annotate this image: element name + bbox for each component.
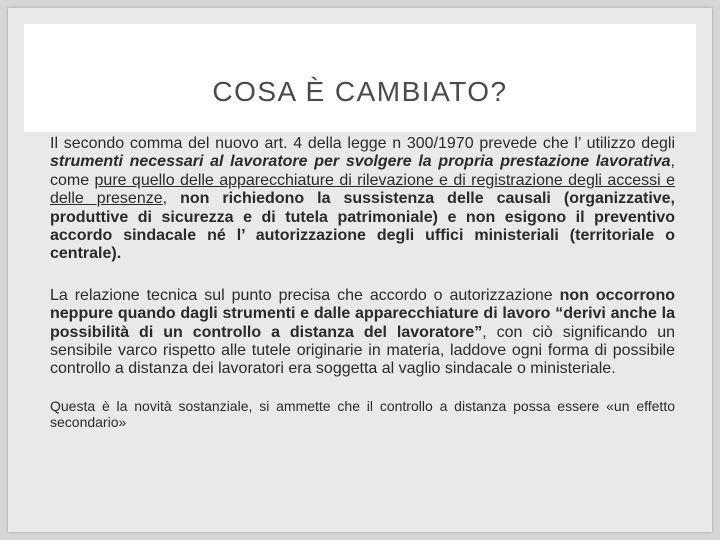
p2-bold-non-occorrono: non occorrono neppure quando dagli strumenti e dalle apparecchiature di lavoro “derivi anche la possibilità di un controllo a distanza del lavoratore” xyxy=(50,286,675,341)
p1-emphasis-strumenti: strumenti necessari al lavoratore per svolgere la propria prestazione lavorativa xyxy=(50,153,671,171)
p2-text-1: La relazione tecnica sul punto precisa che accordo o autorizzazione xyxy=(50,286,560,304)
paragraph-3: Questa è la novità sostanziale, si ammette che il controllo a distanza possa essere «un effetto secondario» xyxy=(50,397,675,430)
p1-text-2: , come xyxy=(50,153,675,189)
title-band xyxy=(24,24,696,132)
p1-text-1: Il secondo comma del nuovo art. 4 della legge n 300/1970 prevede che l’ utilizzo degli xyxy=(50,135,675,152)
p1-underlined-apparecchiature: pure quello delle apparecchiature di rilevazione e di registrazione degli accessi e delle presenze xyxy=(50,171,675,208)
p1-bold-non-richiedono: non richiedono la sussistenza delle causali (organizzative, produttive di sicurezza e di tutela patrimoniale) e non esigono il preventivo accordo sindacale né l’ autorizzazione degli uffici ministeriali (territoriale o centrale). xyxy=(50,190,675,263)
paragraph-2 xyxy=(50,287,675,379)
slide-body xyxy=(50,135,675,430)
p2-text-2: , con ciò significando un sensibile varco rispetto alle tutele originarie in materia, laddove ogni forma di possibile controllo a distanza dei lavoratori era soggetta al vaglio sindacale o ministeriale. xyxy=(50,323,675,378)
slide xyxy=(8,8,712,532)
paragraph-1 xyxy=(50,135,675,264)
slide-title: COSA È CAMBIATO? xyxy=(212,76,508,107)
p1-text-3: , xyxy=(162,190,181,208)
